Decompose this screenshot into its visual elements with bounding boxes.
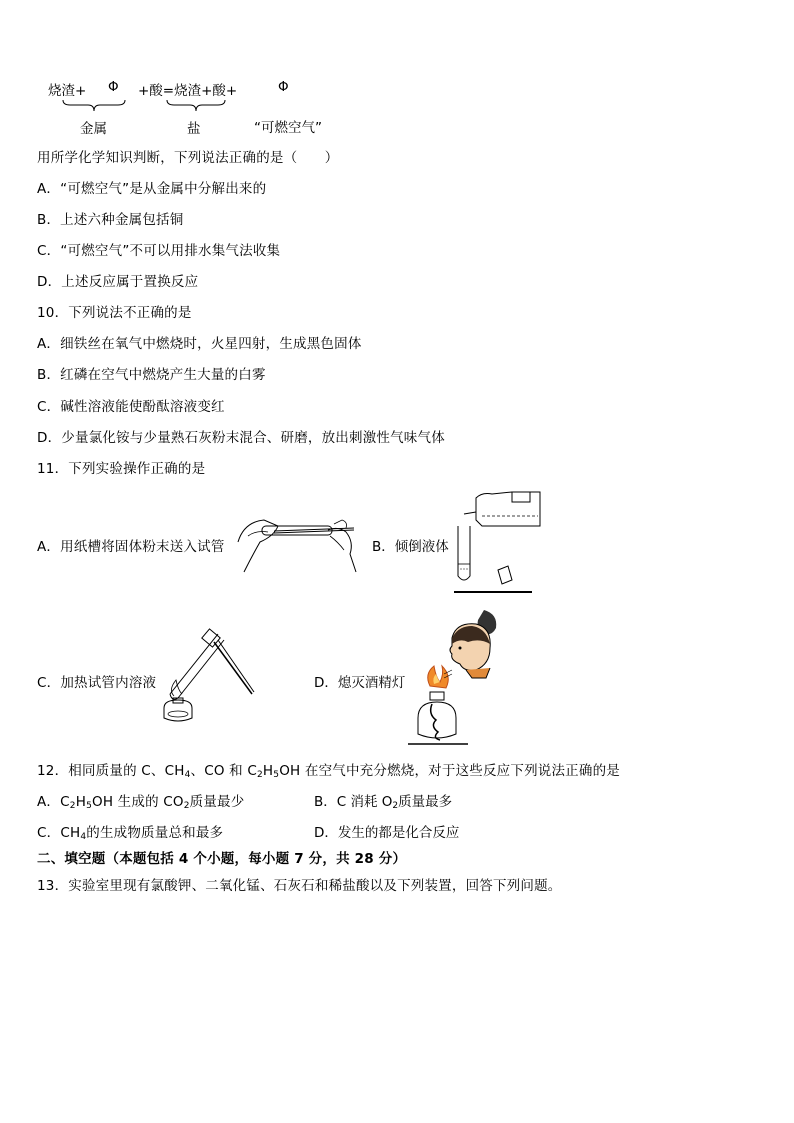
q12-option-c: C．$CH_4$的生成物质量总和最多	[37, 825, 224, 842]
equation-part2: +酸=烧渣+酸+	[138, 83, 238, 99]
q10-option-d: D．少量氯化铵与少量熟石灰粉末混合、研磨，放出刺激性气味气体	[37, 430, 445, 446]
q12-option-d: D．发生的都是化合反应	[314, 825, 460, 841]
q9-option-c: C．“可燃空气”不可以用排水集气法收集	[37, 243, 281, 259]
q10-option-b: B．红磷在空气中燃烧产生大量的白雾	[37, 367, 266, 383]
q10-option-a: A．细铁丝在氧气中燃烧时，火星四射，生成黑色固体	[37, 336, 362, 352]
q9-option-b: B．上述六种金属包括铜	[37, 212, 184, 228]
q13-stem: 13．实验室里现有氯酸钾、二氧化锰、石灰石和稀盐酸以及下列装置，回答下列问题。	[37, 878, 562, 894]
q12-option-b: B．C 消耗 $O_2$质量最多	[314, 794, 453, 811]
q10-option-c: C．碱性溶液能使酚酞溶液变红	[37, 399, 225, 415]
brace-metal	[62, 99, 126, 113]
q11-option-c: C．加热试管内溶液	[37, 675, 157, 691]
brace-salt	[166, 99, 226, 113]
q10-stem: 10．下列说法不正确的是	[37, 305, 192, 321]
q11-option-b: B．倾倒液体	[372, 539, 449, 555]
section-heading: 二、填空题（本题包括 4 个小题，每小题 7 分，共 28 分）	[37, 851, 407, 867]
blowing-lamp-illustration	[406, 608, 504, 748]
heating-test-tube-illustration	[152, 628, 258, 726]
q11-option-d: D．熄灭酒精灯	[314, 675, 406, 691]
equation-part1: 烧渣+	[48, 83, 87, 99]
q12-stem: 12．相同质量的 C、$CH_4$、CO 和 $C_2H_5OH$ 在空气中充分燃烧，对于这些反应下列说法正确的是	[37, 763, 620, 780]
q9-option-a: A．“可燃空气”是从金属中分解出来的	[37, 181, 267, 197]
equation-phi1: Φ	[108, 79, 119, 95]
q9-stem: 用所学化学知识判断，下列说法正确的是（ ）	[37, 150, 339, 166]
q11-option-a: A．用纸槽将固体粉末送入试管	[37, 539, 225, 555]
q9-option-d: D．上述反应属于置换反应	[37, 274, 199, 290]
label-salt: 盐	[187, 121, 201, 137]
q11-stem: 11．下列实验操作正确的是	[37, 461, 206, 477]
q12-option-a: A．$C_2H_5OH$ 生成的 $CO_2$质量最少	[37, 794, 245, 811]
paper-trough-illustration	[234, 512, 360, 574]
label-gas: “可燃空气”	[254, 120, 322, 136]
label-metal: 金属	[80, 121, 107, 137]
pouring-liquid-illustration	[452, 490, 542, 596]
equation-phi2: Φ	[278, 79, 289, 95]
